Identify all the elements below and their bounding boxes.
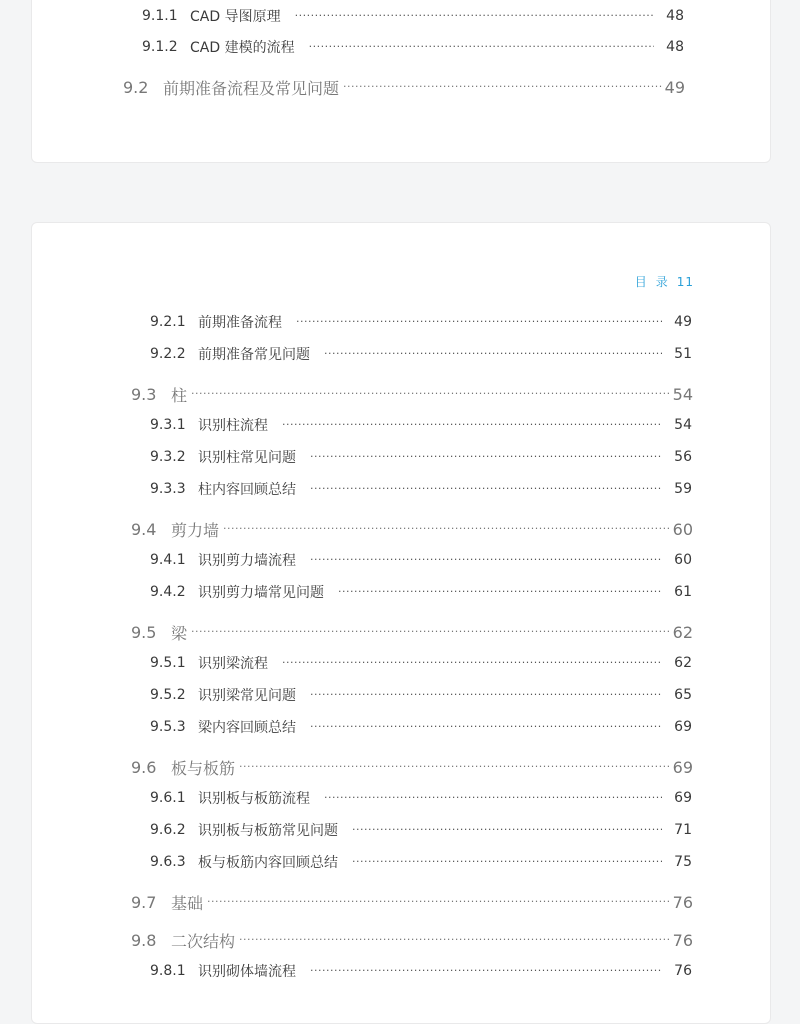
entry-page: 62 — [674, 655, 692, 671]
toc-entry[interactable] — [142, 35, 684, 59]
entry-number: 9.5.3 — [150, 719, 186, 735]
entry-number: 9.3.1 — [150, 417, 186, 433]
entry-title: 前期准备流程及常见问题 — [163, 78, 340, 98]
entry-number: 9.6.3 — [150, 854, 186, 870]
entry-page: 51 — [674, 346, 692, 362]
entry-number: 9.7 — [131, 892, 157, 912]
dot-leader — [350, 818, 662, 842]
dot-leader — [221, 517, 671, 541]
entry-title: 前期准备常见问题 — [198, 347, 310, 363]
entry-page: 76 — [674, 963, 692, 979]
dot-leader — [189, 620, 671, 644]
entry-title: 二次结构 — [171, 931, 236, 951]
entry-number: 9.8.1 — [150, 963, 186, 979]
toc-entry[interactable] — [150, 818, 692, 842]
entry-page: 65 — [674, 687, 692, 703]
entry-number: 9.5 — [131, 622, 157, 642]
header-page-number: 11 — [676, 275, 694, 289]
entry-page: 75 — [674, 854, 692, 870]
dot-leader — [322, 342, 662, 366]
entry-number: 9.4.2 — [150, 584, 186, 600]
dot-leader — [336, 580, 662, 604]
entry-title: 识别板与板筋常见问题 — [198, 823, 338, 839]
entry-page: 49 — [674, 314, 692, 330]
dot-leader — [308, 445, 662, 469]
entry-number: 9.3.3 — [150, 481, 186, 497]
dot-leader — [189, 382, 671, 406]
dot-leader — [294, 310, 662, 334]
entry-title: 柱 — [171, 385, 188, 405]
dot-leader — [341, 75, 663, 99]
entry-page: 69 — [672, 757, 693, 777]
entry-page: 60 — [672, 519, 693, 539]
entry-number: 9.8 — [131, 930, 157, 950]
entry-number: 9.2.1 — [150, 314, 186, 330]
dot-leader — [308, 477, 662, 501]
entry-number: 9.6.2 — [150, 822, 186, 838]
entry-title: 基础 — [171, 893, 204, 913]
running-header — [560, 273, 694, 290]
dot-leader — [308, 683, 662, 707]
header-label-lu: 录 — [655, 275, 669, 289]
entry-title: 板与板筋内容回顾总结 — [198, 855, 338, 871]
entry-number: 9.4.1 — [150, 552, 186, 568]
toc-entry[interactable] — [150, 477, 692, 501]
toc-entry[interactable] — [150, 445, 692, 469]
toc-section-entry[interactable] — [131, 928, 693, 952]
entry-page: 76 — [672, 930, 693, 950]
entry-title: 剪力墙 — [171, 520, 220, 540]
header-label-mu: 目 — [634, 275, 648, 289]
entry-number: 9.4 — [131, 519, 157, 539]
entry-title: CAD 导图原理 — [190, 9, 281, 25]
dot-leader — [280, 413, 662, 437]
entry-page: 48 — [666, 8, 684, 24]
entry-page: 56 — [674, 449, 692, 465]
toc-entry[interactable] — [150, 683, 692, 707]
entry-title: 识别梁流程 — [198, 656, 268, 672]
toc-entry[interactable] — [142, 4, 684, 28]
toc-entry[interactable] — [150, 580, 692, 604]
dot-leader — [308, 715, 662, 739]
entry-title: 识别剪力墙流程 — [198, 553, 296, 569]
entry-title: 识别柱常见问题 — [198, 450, 296, 466]
dot-leader — [237, 755, 671, 779]
toc-entry[interactable] — [150, 548, 692, 572]
entry-title: 识别柱流程 — [198, 418, 268, 434]
entry-page: 61 — [674, 584, 692, 600]
toc-entry[interactable] — [150, 850, 692, 874]
entry-page: 71 — [674, 822, 692, 838]
entry-title: 识别砌体墙流程 — [198, 964, 296, 980]
dot-leader — [205, 890, 671, 914]
toc-entry[interactable] — [150, 651, 692, 675]
entry-number: 9.6.1 — [150, 790, 186, 806]
entry-title: 梁内容回顾总结 — [198, 720, 296, 736]
entry-number: 9.2.2 — [150, 346, 186, 362]
toc-section-entry[interactable] — [131, 517, 693, 541]
entry-page: 76 — [672, 892, 693, 912]
entry-number: 9.1.1 — [142, 8, 178, 24]
entry-page: 48 — [666, 39, 684, 55]
entry-number: 9.1.2 — [142, 39, 178, 55]
toc-section-entry[interactable] — [131, 382, 693, 406]
dot-leader — [308, 959, 662, 983]
entry-title: 识别梁常见问题 — [198, 688, 296, 704]
entry-page: 59 — [674, 481, 692, 497]
entry-title: 梁 — [171, 623, 188, 643]
entry-title: CAD 建模的流程 — [190, 40, 295, 56]
entry-page: 49 — [664, 77, 685, 97]
dot-leader — [322, 786, 662, 810]
toc-entry[interactable] — [150, 413, 692, 437]
dot-leader — [237, 928, 671, 952]
entry-page: 69 — [674, 719, 692, 735]
toc-section-entry[interactable] — [131, 620, 693, 644]
dot-leader — [307, 35, 654, 59]
entry-title: 板与板筋 — [171, 758, 236, 778]
entry-page: 54 — [672, 384, 693, 404]
entry-title: 识别板与板筋流程 — [198, 791, 310, 807]
toc-section-entry[interactable] — [131, 755, 693, 779]
toc-entry[interactable] — [150, 342, 692, 366]
entry-number: 9.3.2 — [150, 449, 186, 465]
entry-page: 69 — [674, 790, 692, 806]
dot-leader — [293, 4, 654, 28]
entry-number: 9.5.2 — [150, 687, 186, 703]
toc-entry[interactable] — [150, 786, 692, 810]
entry-title: 柱内容回顾总结 — [198, 482, 296, 498]
dot-leader — [350, 850, 662, 874]
entry-page: 62 — [672, 622, 693, 642]
entry-page: 54 — [674, 417, 692, 433]
entry-number: 9.3 — [131, 384, 157, 404]
dot-leader — [280, 651, 662, 675]
entry-number: 9.2 — [123, 77, 149, 97]
entry-page: 60 — [674, 552, 692, 568]
entry-title: 前期准备流程 — [198, 315, 282, 331]
entry-title: 识别剪力墙常见问题 — [198, 585, 324, 601]
toc-entry[interactable] — [150, 959, 692, 983]
entry-number: 9.5.1 — [150, 655, 186, 671]
entry-number: 9.6 — [131, 757, 157, 777]
toc-entry[interactable] — [150, 310, 692, 334]
toc-entry[interactable] — [150, 715, 692, 739]
toc-section-entry[interactable] — [131, 890, 693, 914]
toc-section-entry[interactable] — [123, 75, 685, 99]
dot-leader — [308, 548, 662, 572]
